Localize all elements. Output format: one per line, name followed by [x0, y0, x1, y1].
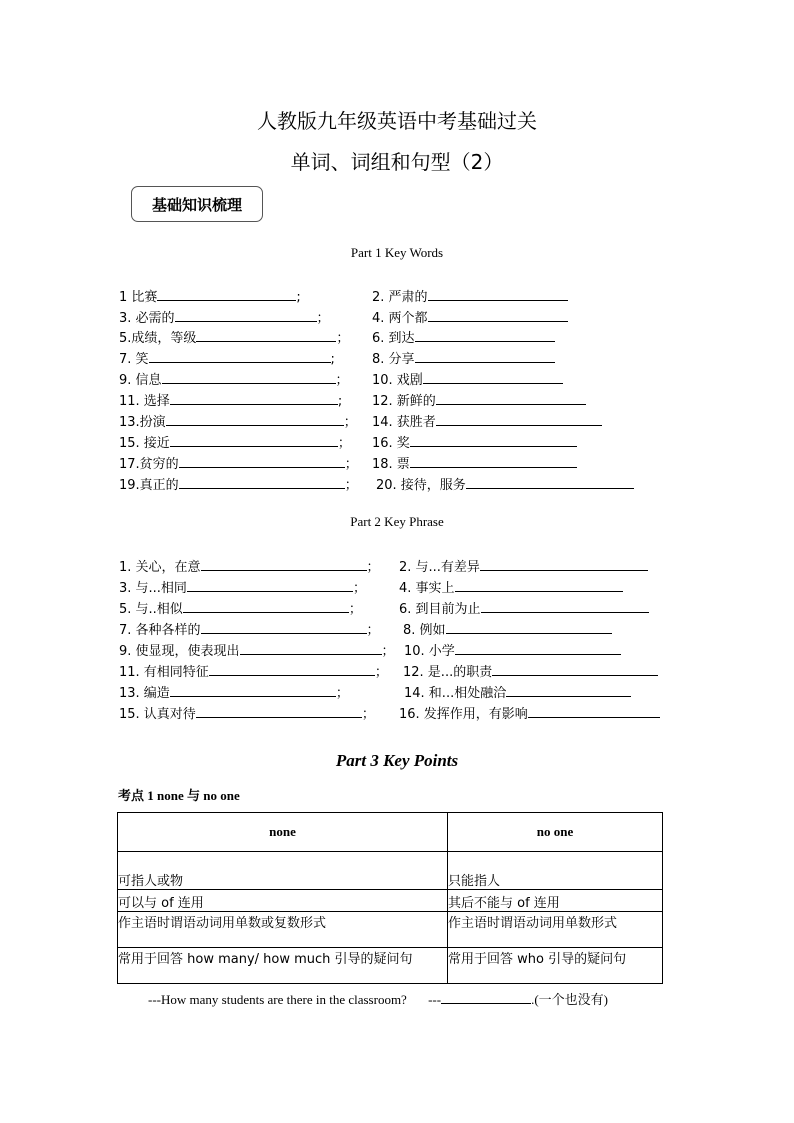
- answer-blank[interactable]: [492, 663, 658, 676]
- answer-blank[interactable]: [428, 288, 568, 301]
- word-item: 19.真正的 ；: [119, 478, 358, 493]
- section-label-box: [131, 186, 263, 222]
- phrase-item: 1. 关心，在意 ；: [119, 560, 380, 575]
- answer-blank[interactable]: [481, 600, 649, 613]
- word-item: 12. 新鲜的: [372, 390, 586, 409]
- answer-blank[interactable]: [175, 309, 317, 322]
- phrase-item: 9. 使显现，使表现出 ；: [119, 644, 395, 659]
- answer-blank[interactable]: [170, 434, 338, 447]
- word-item: 13.扮演 ；: [119, 415, 357, 430]
- phrase-item: 4. 事实上: [399, 577, 623, 596]
- answer-blank[interactable]: [201, 558, 367, 571]
- word-item: 17.贫穷的 ；: [119, 457, 358, 472]
- phrase-item: 8. 例如: [403, 619, 612, 638]
- word-item: 9. 信息 ；: [119, 373, 349, 388]
- phrase-item: 14. 和...相处融洽: [404, 682, 631, 701]
- answer-blank[interactable]: [410, 434, 577, 447]
- answer-blank[interactable]: [183, 600, 349, 613]
- table-row: [118, 948, 663, 984]
- table-cell: 常用于回答 who 引导的疑问句: [448, 948, 663, 984]
- word-item: 15. 接近 ；: [119, 436, 351, 451]
- phrase-item: 7. 各种各样的 ；: [119, 623, 380, 638]
- phrase-item: 10. 小学: [404, 640, 621, 659]
- part2-heading: Part 2 Key Phrase: [350, 514, 444, 529]
- answer-blank[interactable]: [428, 309, 568, 322]
- answer-blank[interactable]: [480, 558, 648, 571]
- answer-blank[interactable]: [157, 288, 296, 301]
- word-item: 10. 戏剧: [372, 369, 563, 388]
- word-item: 7. 笑 ;: [119, 352, 335, 367]
- word-item: 6. 到达: [372, 327, 555, 346]
- word-item: 2. 严肃的: [372, 286, 568, 305]
- table-cell: 常用于回答 how many/ how much 引导的疑问句: [118, 948, 448, 984]
- word-item: 1 比赛 ;: [119, 290, 301, 305]
- answer-blank[interactable]: [166, 413, 344, 426]
- answer-blank[interactable]: [170, 684, 336, 697]
- word-item: 18. 票: [372, 453, 577, 472]
- word-item: 5.成绩，等级 ；: [119, 331, 350, 346]
- answer-blank[interactable]: [201, 621, 367, 634]
- table-row: [118, 912, 663, 948]
- answer-blank[interactable]: [455, 642, 621, 655]
- table-row: [118, 890, 663, 912]
- answer-blank[interactable]: [196, 705, 362, 718]
- phrase-item: 5. 与..相似 ；: [119, 602, 362, 617]
- answer-blank[interactable]: [436, 392, 586, 405]
- table-cell: 其后不能与 of 连用: [448, 890, 663, 912]
- answer-blank[interactable]: [415, 329, 555, 342]
- phrase-item: 16. 发挥作用，有影响: [399, 703, 660, 722]
- table-cell: 可指人或物: [118, 852, 448, 890]
- phrase-item: 11. 有相同特征 ；: [119, 665, 388, 680]
- example-question: ---How many students are there in the classroom? --- .(一个也没有): [148, 992, 609, 1007]
- word-item: 8. 分享: [372, 348, 555, 367]
- answer-blank[interactable]: [162, 371, 336, 384]
- table-header: no one: [448, 813, 663, 852]
- phrase-item: 13. 编造 ；: [119, 686, 349, 701]
- answer-blank[interactable]: [423, 371, 563, 384]
- phrase-item: 12. 是...的职责: [403, 661, 658, 680]
- section-label: 基础知识梳理: [151, 195, 242, 214]
- answer-blank[interactable]: [179, 455, 345, 468]
- answer-blank[interactable]: [436, 413, 602, 426]
- answer-blank[interactable]: [446, 621, 612, 634]
- table-cell: 可以与 of 连用: [118, 890, 448, 912]
- document-title: 人教版九年级英语中考基础过关: [257, 109, 537, 133]
- phrase-item: 15. 认真对待 ；: [119, 707, 375, 722]
- answer-blank[interactable]: [209, 663, 375, 676]
- answer-blank[interactable]: [179, 476, 345, 489]
- answer-blank[interactable]: [528, 705, 660, 718]
- word-item: 4. 两个都: [372, 307, 568, 326]
- answer-blank[interactable]: [455, 579, 623, 592]
- table-cell: 只能指人: [448, 852, 663, 890]
- part1-heading: Part 1 Key Words: [350, 245, 444, 260]
- answer-blank[interactable]: [196, 329, 336, 342]
- phrase-item: 2. 与...有差异: [399, 556, 648, 575]
- answer-blank[interactable]: [149, 350, 331, 363]
- comparison-table: [117, 812, 663, 984]
- table-header: none: [118, 813, 448, 852]
- answer-blank[interactable]: [240, 642, 382, 655]
- key-point-title: 考点 1 none 与 no one: [118, 788, 240, 803]
- word-item: 20. 接待，服务: [376, 474, 634, 493]
- document-subtitle: 单词、词组和句型（2）: [290, 150, 504, 174]
- answer-blank[interactable]: [170, 392, 338, 405]
- table-header-row: [118, 813, 663, 852]
- table-row: [118, 852, 663, 890]
- table-cell: 作主语时谓语动词用单数或复数形式: [118, 912, 448, 948]
- part3-heading: Part 3 Key Points: [335, 751, 459, 770]
- word-item: 16. 奖: [372, 432, 577, 451]
- word-item: 11. 选择 ;: [119, 394, 343, 409]
- answer-blank[interactable]: [415, 350, 555, 363]
- answer-blank[interactable]: [466, 476, 634, 489]
- word-item: 14. 获胜者: [372, 411, 602, 430]
- answer-blank[interactable]: [441, 991, 531, 1004]
- answer-blank[interactable]: [506, 684, 631, 697]
- phrase-item: 3. 与...相同 ；: [119, 581, 366, 596]
- phrase-item: 6. 到目前为止: [399, 598, 649, 617]
- answer-blank[interactable]: [410, 455, 577, 468]
- table-cell: 作主语时谓语动词用单数形式: [448, 912, 663, 948]
- answer-blank[interactable]: [187, 579, 353, 592]
- word-item: 3. 必需的 ；: [119, 311, 330, 326]
